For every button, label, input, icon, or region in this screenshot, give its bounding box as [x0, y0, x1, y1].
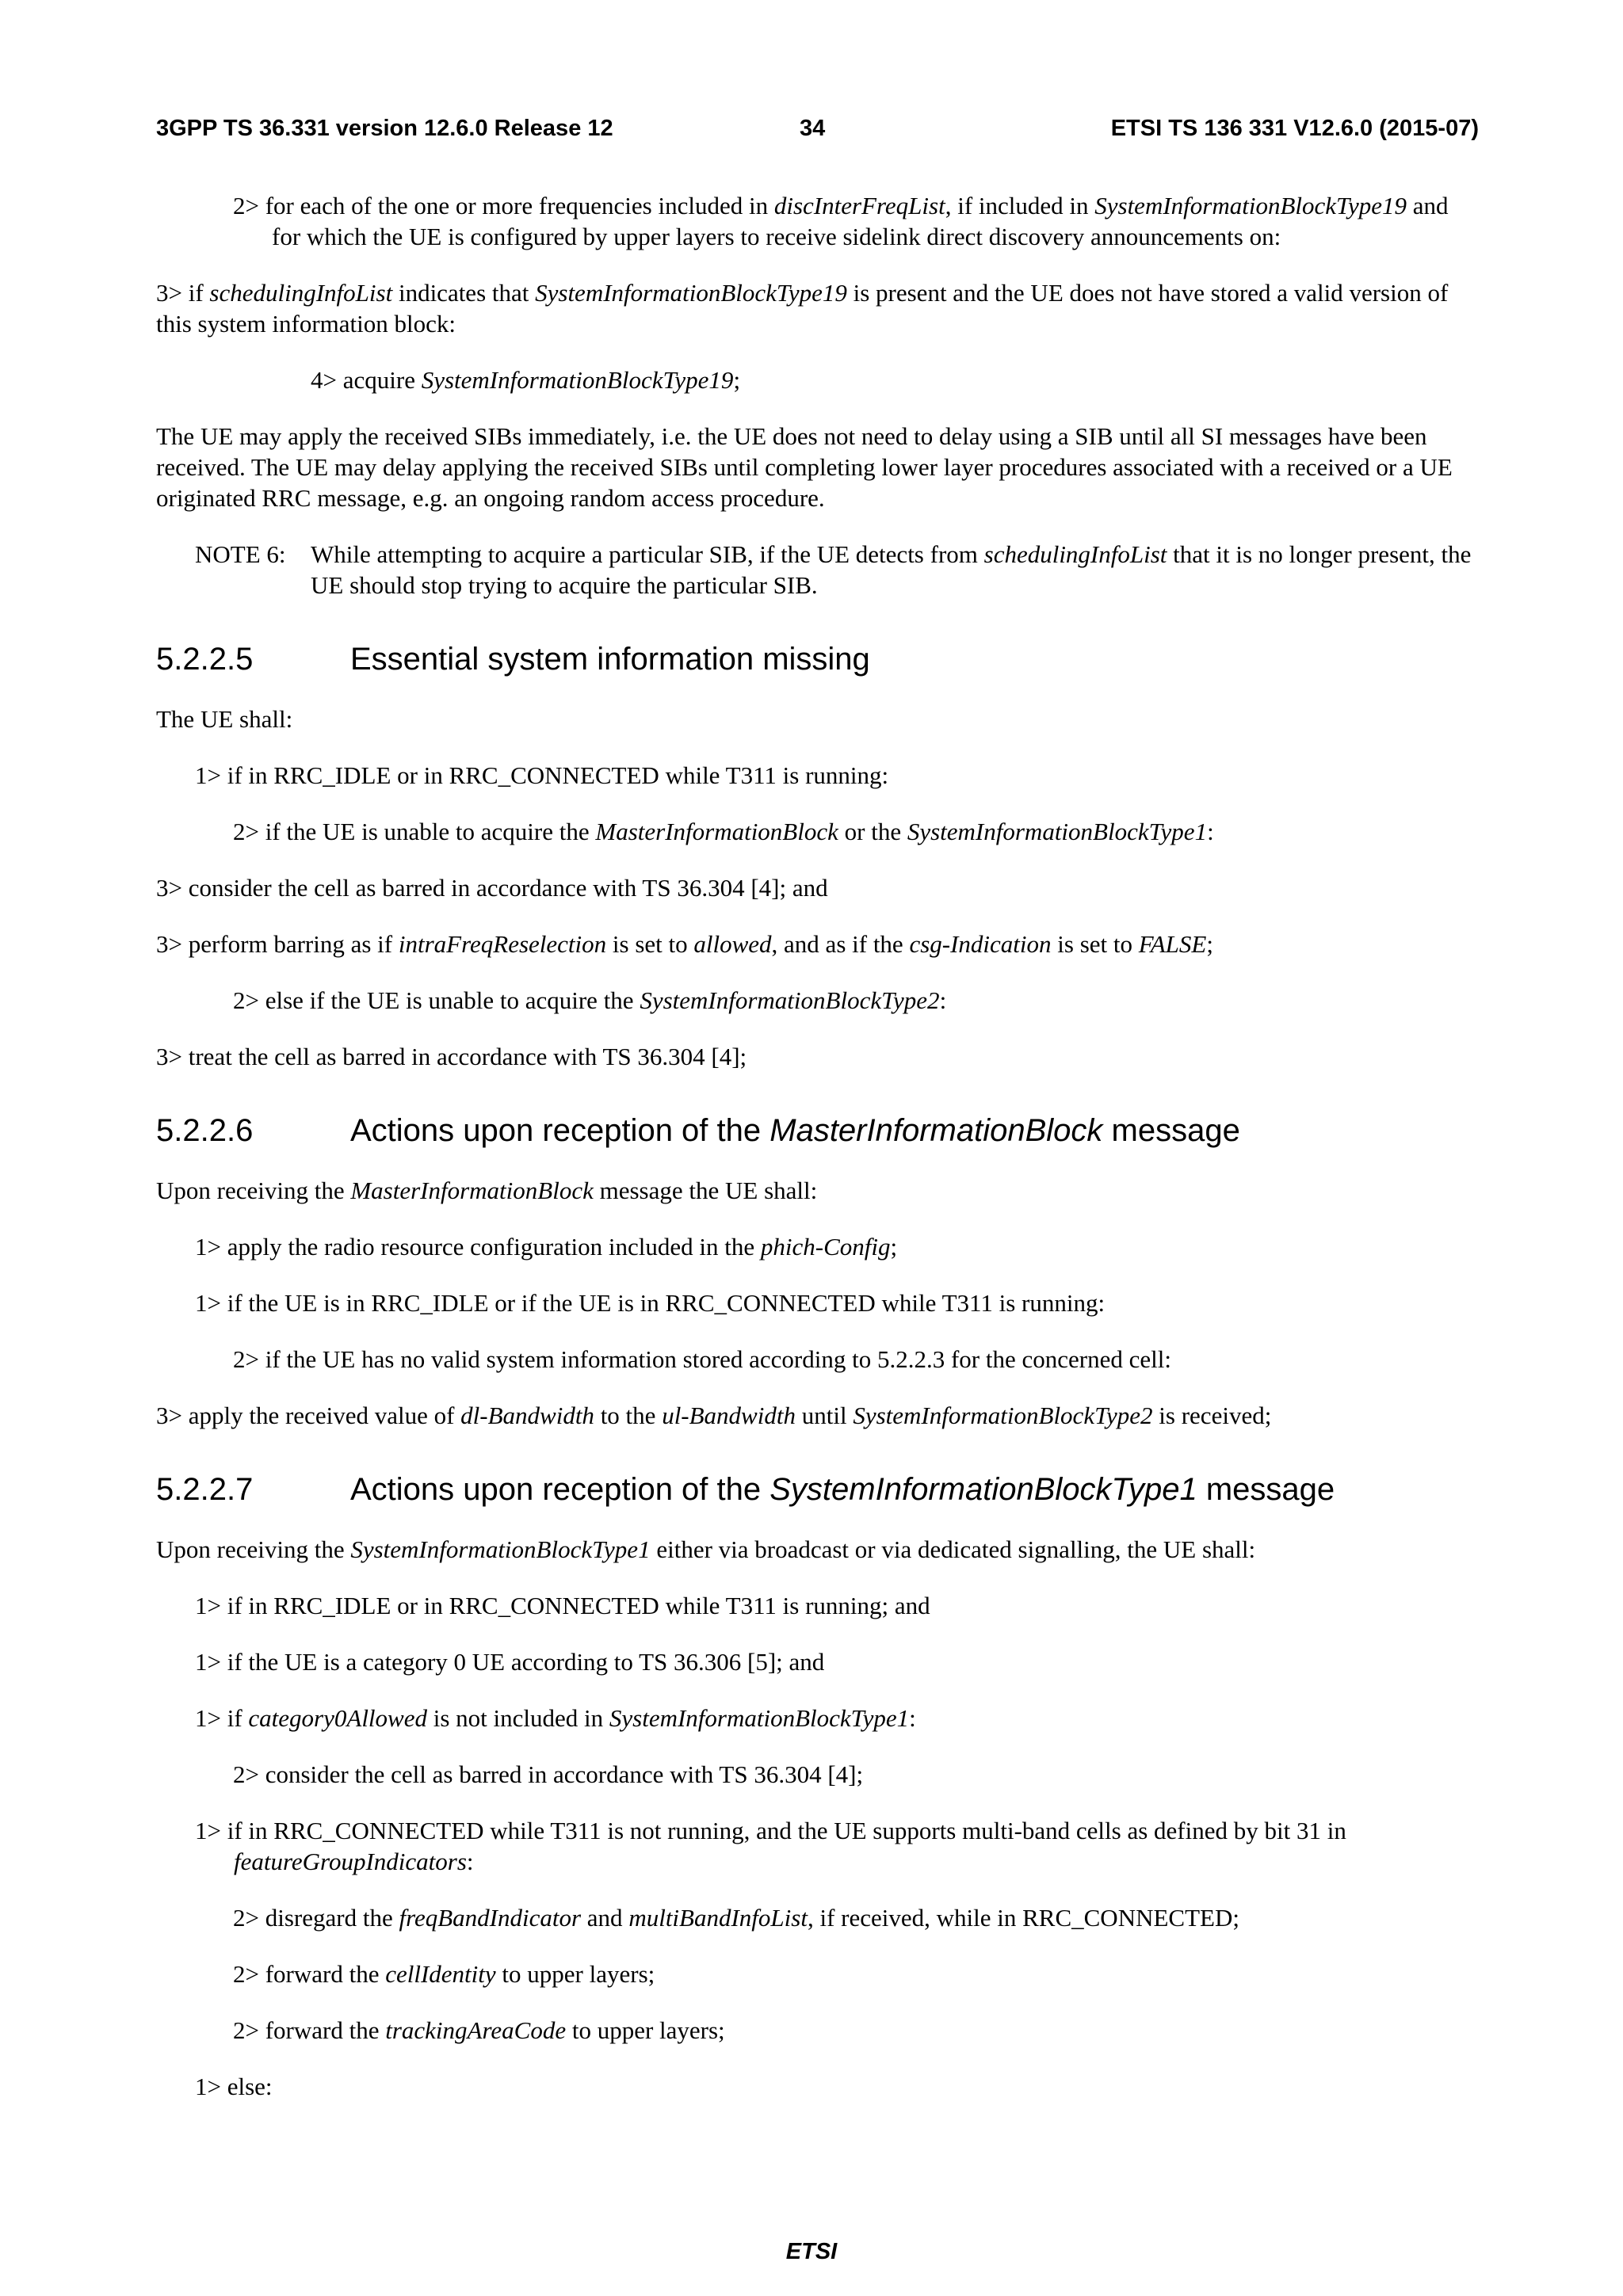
paragraph-no-valid-si: 2> if the UE has no valid system information stored according to 5.2.2.3 for the concerned cell: [233, 1345, 1171, 1373]
header-spec-version: 3GPP TS 36.331 version 12.6.0 Release 12 [156, 116, 613, 141]
section-heading-5-2-2-5: 5.2.2.5 Essential system information missing [156, 642, 870, 677]
section-heading-5-2-2-7: 5.2.2.7 Actions upon reception of the SystemInformationBlockType1 message [156, 1472, 1335, 1507]
paragraph-consider-barred: 3> consider the cell as barred in accordance with TS 36.304 [4]; and [156, 874, 828, 902]
paragraph-apply-dl-bandwidth: 3> apply the received value of dl-Bandwidth to the ul-Bandwidth until SystemInformationBlockType2 is received; [156, 1402, 1272, 1429]
paragraph-disc-inter-freq: 2> for each of the one or more frequencies included in discInterFreqList, if included in SystemInformationBlockType19 and for which the UE is configured by upper layers to receive sidelink direct discovery announcements on: [233, 192, 1449, 250]
paragraph-apply-sibs: The UE may apply the received SIBs immediately, i.e. the UE does not need to delay using a SIB until all SI messages have been received. The UE may delay applying the received SIBs until completing lower layer procedures associated with a received or a UE originated RRC message, e.g. an ongoing random access procedure. [156, 422, 1453, 512]
paragraph-upon-receiving-sib1: Upon receiving the SystemInformationBlockType1 either via broadcast or via dedicated signalling, the UE shall: [156, 1535, 1256, 1563]
paragraph-ue-rrc-idle: 1> if the UE is in RRC_IDLE or if the UE is in RRC_CONNECTED while T311 is running: [195, 1289, 1106, 1317]
paragraph-forward-tracking-area: 2> forward the trackingAreaCode to upper layers; [233, 2016, 725, 2044]
paragraph-upon-receiving-mib: Upon receiving the MasterInformationBlock message the UE shall: [156, 1177, 818, 1204]
paragraph-scheduling-info: 3> if schedulingInfoList indicates that SystemInformationBlockType19 is present and the UE does not have stored a valid version of this system information block: [156, 279, 1449, 338]
paragraph-forward-cell-identity: 2> forward the cellIdentity to upper layers; [233, 1960, 655, 1988]
paragraph-unable-acquire-mib: 2> if the UE is unable to acquire the MasterInformationBlock or the SystemInformationBlockType1: [233, 818, 1214, 845]
paragraph-category-0: 1> if the UE is a category 0 UE according to TS 36.306 [5]; and [195, 1648, 825, 1676]
note-6: NOTE 6: While attempting to acquire a particular SIB, if the UE detects from schedulingInfoList that it is no longer present, the UE should stop trying to acquire the particular SIB. [195, 540, 1472, 599]
paragraph-disregard-freq-band: 2> disregard the freqBandIndicator and multiBandInfoList, if received, while in RRC_CONNECTED; [233, 1904, 1239, 1932]
paragraph-apply-phich: 1> apply the radio resource configuration included in the phich-Config; [195, 1233, 898, 1261]
note-label: NOTE 6: [195, 540, 286, 568]
header-page-number: 34 [800, 116, 826, 141]
paragraph-else: 1> else: [195, 2073, 273, 2100]
paragraph-rrc-idle: 1> if in RRC_IDLE or in RRC_CONNECTED while T311 is running: [195, 761, 889, 789]
footer-etsi: ETSI [785, 2239, 838, 2264]
paragraph-multi-band: 1> if in RRC_CONNECTED while T311 is not running, and the UE supports multi-band cells as defined by bit 31 in featureGroupIndicators: [195, 1817, 1346, 1875]
paragraph-category0-allowed: 1> if category0Allowed is not included in SystemInformationBlockType1: [195, 1704, 916, 1732]
paragraph-acquire-sib19: 4> acquire SystemInformationBlockType19; [311, 366, 741, 394]
document-body [156, 190, 1480, 2127]
paragraph-treat-barred: 3> treat the cell as barred in accordance with TS 36.304 [4]; [156, 1043, 747, 1070]
section-heading-5-2-2-6: 5.2.2.6 Actions upon reception of the MasterInformationBlock message [156, 1113, 1240, 1148]
paragraph-perform-barring: 3> perform barring as if intraFreqReselection is set to allowed, and as if the csg-Indication is set to FALSE; [156, 930, 1213, 958]
paragraph-ue-shall: The UE shall: [156, 705, 293, 733]
header-etsi-version: ETSI TS 136 331 V12.6.0 (2015-07) [1110, 116, 1479, 141]
paragraph-unable-acquire-sib2: 2> else if the UE is unable to acquire the SystemInformationBlockType2: [233, 986, 947, 1014]
paragraph-rrc-idle-t311: 1> if in RRC_IDLE or in RRC_CONNECTED while T311 is running; and [195, 1592, 930, 1619]
paragraph-consider-barred-2: 2> consider the cell as barred in accordance with TS 36.304 [4]; [233, 1760, 864, 1788]
